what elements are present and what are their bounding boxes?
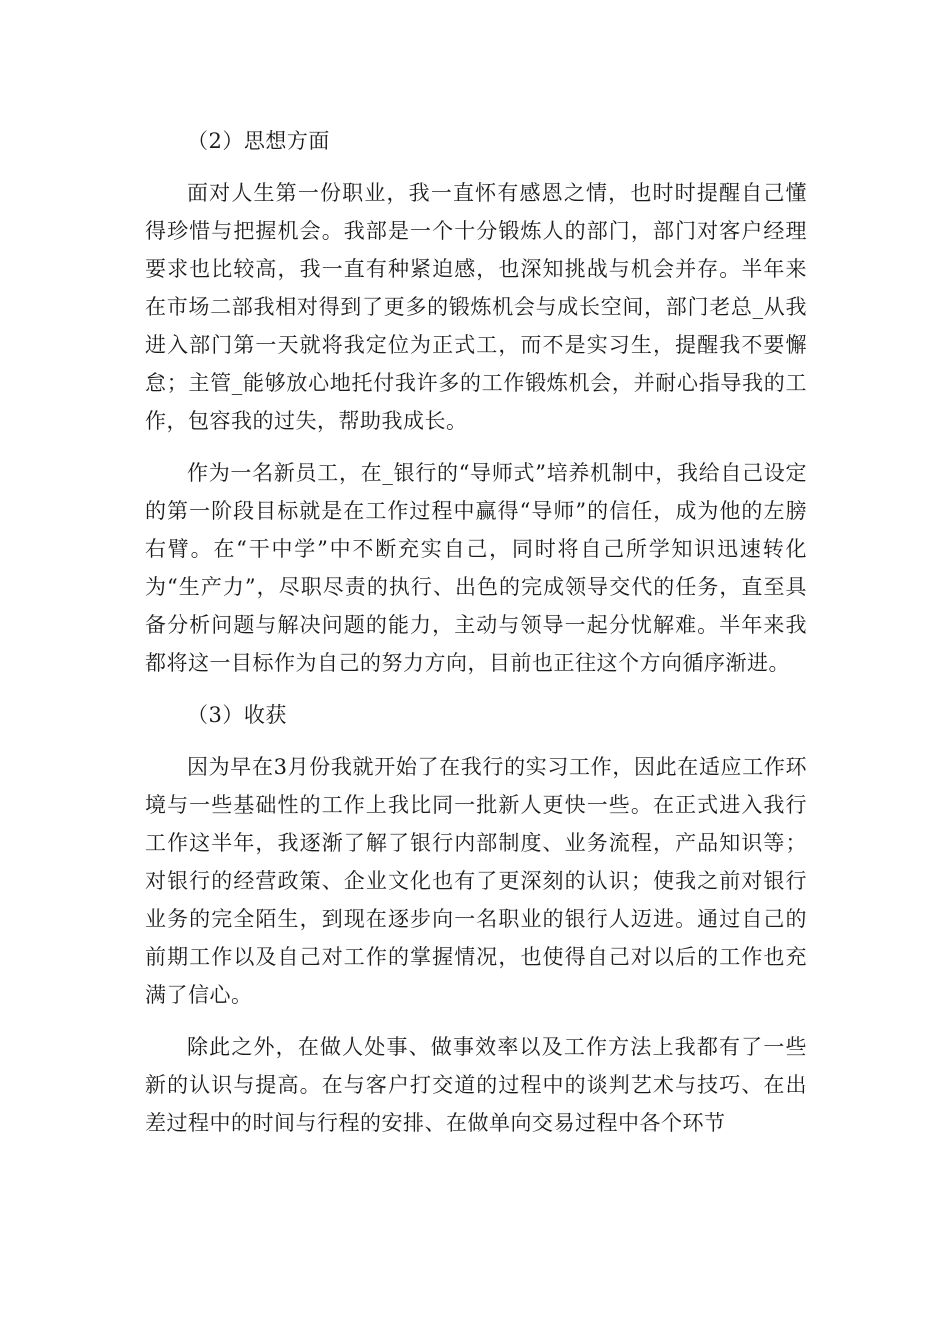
section-heading-thought: （2）思想方面	[187, 129, 330, 153]
paragraph-mentor-goal: 作为一名新员工，在_银行的“导师式”培养机制中，我给自己设定的第一阶段目标就是在工作过程中赢得“导师”的信任，成为他的左膀右臂。在“干中学”中不断充实自己，同时将自己所学知识迅速转化为“生产力”，尽职尽责的执行、出色的完成领导交代的任务，直至具备分析问题与解决问题的能力，主动与领导一起分忧解难。半年来我都将这一目标作为自己的努力方向，目前也正往这个方向循序渐进。	[145, 461, 807, 675]
paragraph-improvement: 除此之外，在做人处事、做事效率以及工作方法上我都有了一些新的认识与提高。在与客户打交道的过程中的谈判艺术与技巧、在出差过程中的时间与行程的安排、在做单向交易过程中各个环节	[145, 1035, 807, 1135]
section-heading-gain: （3）收获	[187, 703, 287, 727]
paragraph-gratitude: 面对人生第一份职业，我一直怀有感恩之情，也时时提醒自己懂得珍惜与把握机会。我部是一个十分锻炼人的部门，部门对客户经理要求也比较高，我一直有种紧迫感，也深知挑战与机会并存。半年来在市场二部我相对得到了更多的锻炼机会与成长空间，部门老总_从我进入部门第一天就将我定位为正式工，而不是实习生，提醒我不要懈怠；主管_能够放心地托付我许多的工作锻炼机会，并耐心指导我的工作，包容我的过失，帮助我成长。	[145, 181, 807, 433]
paragraph-internship: 因为早在3月份我就开始了在我行的实习工作，因此在适应工作环境与一些基础性的工作上我比同一批新人更快一些。在正式进入我行工作这半年，我逐渐了解了银行内部制度、业务流程，产品知识等；对银行的经营政策、企业文化也有了更深刻的认识；使我之前对银行业务的完全陌生，到现在逐步向一名职业的银行人迈进。通过自己的前期工作以及自己对工作的掌握情况，也使得自己对以后的工作也充满了信心。	[145, 755, 807, 1007]
document-body	[145, 122, 807, 1156]
